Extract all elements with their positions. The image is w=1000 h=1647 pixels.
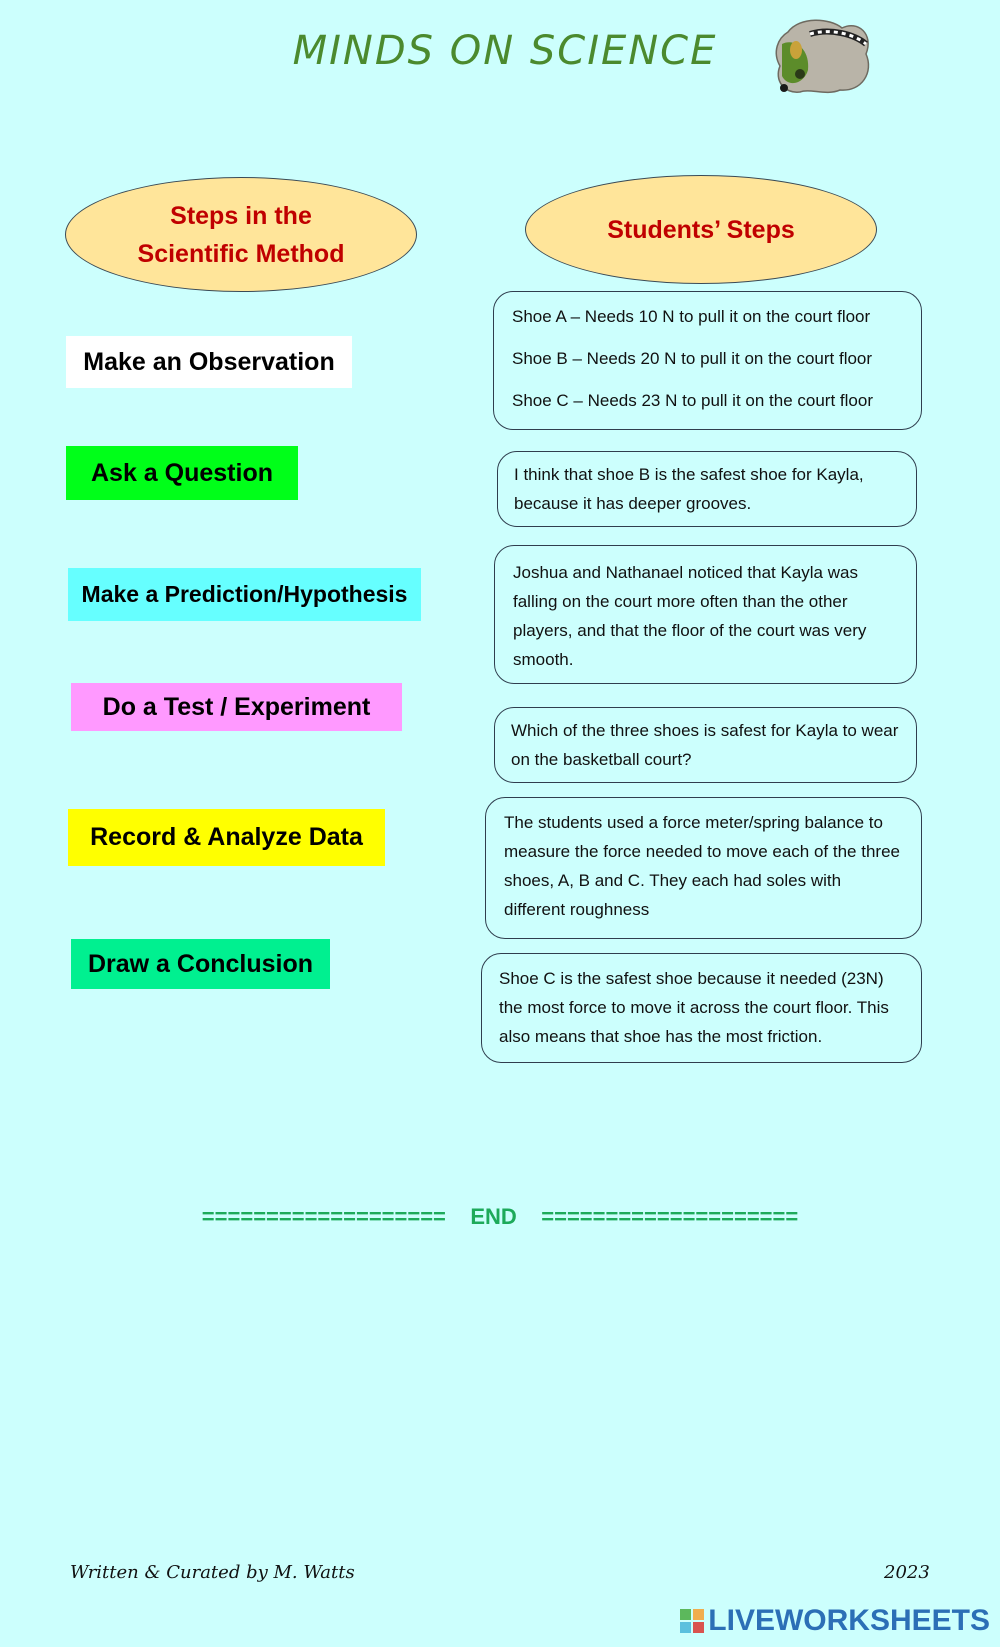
end-marker: =================== END ==================== — [201, 1204, 799, 1229]
question-box — [494, 707, 917, 783]
step-do-test: Do a Test / Experiment — [71, 683, 402, 731]
step-draw-conclusion: Draw a Conclusion — [71, 939, 330, 989]
observation-box — [494, 545, 917, 684]
prediction-box — [497, 451, 917, 527]
shoe-b-line: Shoe B – Needs 20 N to pull it on the court floor — [512, 349, 873, 368]
shoe-a-line: Shoe A – Needs 10 N to pull it on the court floor — [512, 307, 871, 326]
observation-text: Joshua and Nathanael noticed that Kayla was falling on the court more often than the other players, and that the floor of the court was very smooth. — [513, 563, 867, 669]
prediction-text: I think that shoe B is the safest shoe for Kayla, because it has deeper grooves. — [514, 465, 864, 513]
heading-line-2: Scientific Method — [137, 239, 345, 268]
shoe-c-line: Shoe C – Needs 23 N to pull it on the court floor — [512, 391, 873, 410]
scientific-method-heading — [65, 177, 417, 292]
liveworksheets-brand[interactable] — [680, 1604, 990, 1638]
students-steps-heading — [525, 175, 877, 284]
year-text: 2023 — [884, 1562, 930, 1583]
experiment-box — [485, 797, 922, 939]
step-make-prediction: Make a Prediction/Hypothesis — [68, 568, 421, 621]
question-text: Which of the three shoes is safest for Kayla to wear on the basketball court? — [511, 721, 899, 769]
conclusion-box — [481, 953, 922, 1063]
step-ask-question: Ask a Question — [66, 446, 298, 500]
page-title: MINDS ON SCIENCE — [292, 28, 718, 74]
liveworksheets-logo-icon — [680, 1609, 704, 1633]
students-steps-label: Students’ Steps — [607, 215, 795, 244]
experiment-text: The students used a force meter/spring balance to measure the force needed to move each of the three shoes, A, B and C. They each had soles with different roughness — [504, 813, 900, 919]
shoes-data-box — [493, 291, 922, 430]
credit-text: Written & Curated by M. Watts — [70, 1562, 355, 1583]
step-record-analyze: Record & Analyze Data — [68, 809, 385, 866]
frog-on-rock-icon — [770, 14, 875, 96]
conclusion-text: Shoe C is the safest shoe because it needed (23N) the most force to move it across the court floor. This also means that shoe has the most friction. — [499, 969, 889, 1046]
brand-label: LIVEWORKSHEETS — [708, 1604, 990, 1637]
step-make-observation: Make an Observation — [66, 336, 352, 388]
heading-line-1: Steps in the — [170, 201, 312, 230]
